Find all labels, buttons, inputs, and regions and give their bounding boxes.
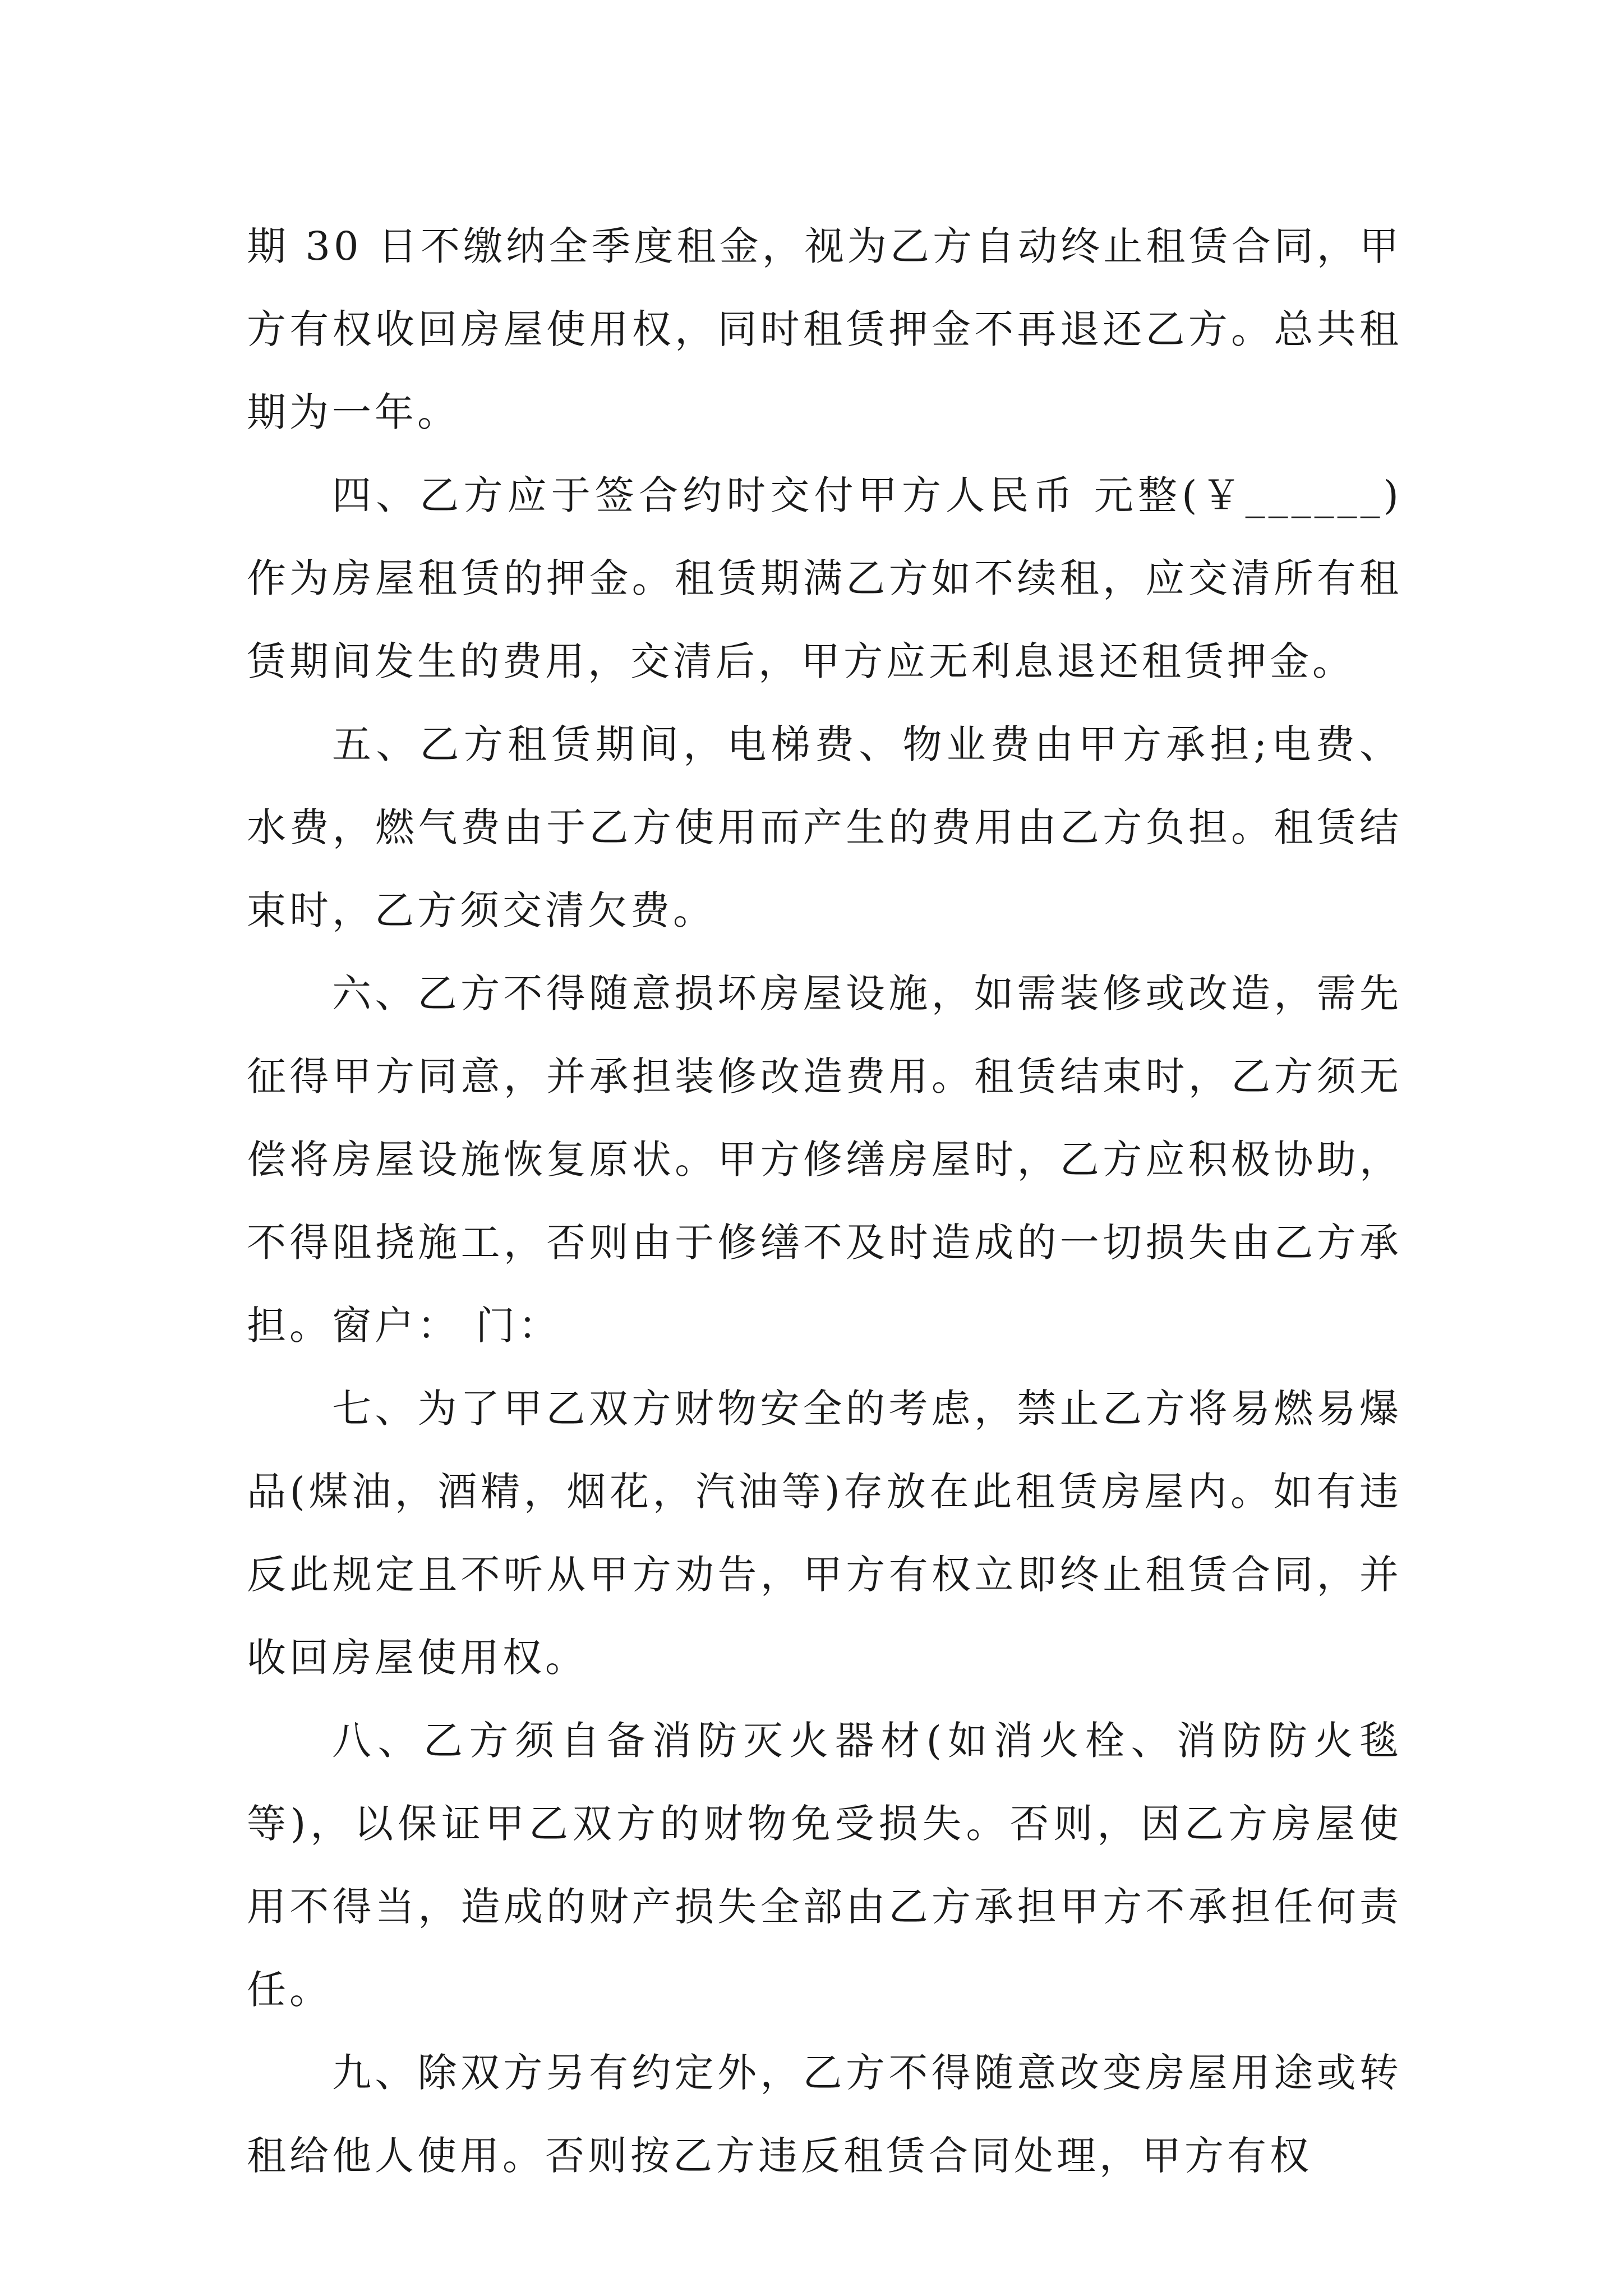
paragraph-clause-7-safety: 七、为了甲乙双方财物安全的考虑，禁止乙方将易燃易爆品(煤油，酒精，烟花，汽油等)存放在此租赁房屋内。如有违反此规定且不听从甲方劝告，甲方有权立即终止租赁合同，并收回房屋使用权。 [247, 1386, 1402, 1681]
paragraph-continued-term: 期 30 日不缴纳全季度租金，视为乙方自动终止租赁合同，甲方有权收回房屋使用权，同时租赁押金不再退还乙方。总共租期为一年。 [247, 223, 1402, 435]
paragraph-clause-6-facilities: 六、乙方不得随意损坏房屋设施，如需装修或改造，需先征得甲方同意，并承担装修改造费用。租赁结束时，乙方须无偿将房屋设施恢复原状。甲方修缮房屋时，乙方应积极协助，不得阻挠施工，否则由于修缮不及时造成的一切损失由乙方承担。窗户： 门： [247, 970, 1402, 1349]
paragraph-clause-9-usage: 九、除双方另有约定外，乙方不得随意改变房屋用途或转租给他人使用。否则按乙方违反租赁合同处理，甲方有权 [247, 2050, 1402, 2179]
paragraph-clause-5-fees: 五、乙方租赁期间，电梯费、物业费由甲方承担;电费、水费，燃气费由于乙方使用而产生的费用由乙方负担。租赁结束时，乙方须交清欠费。 [247, 721, 1402, 933]
paragraph-clause-8-fire-equipment: 八、乙方须自备消防灭火器材(如消火栓、消防防火毯等)，以保证甲乙双方的财物免受损失。否则，因乙方房屋使用不得当，造成的财产损失全部由乙方承担甲方不承担任何责任。 [247, 1718, 1402, 2013]
paragraph-clause-4-deposit: 四、乙方应于签合约时交付甲方人民币 元整(￥______)作为房屋租赁的押金。租赁期满乙方如不续租，应交清所有租赁期间发生的费用，交清后，甲方应无利息退还租赁押金。 [247, 472, 1402, 684]
document-body [247, 205, 1402, 2197]
